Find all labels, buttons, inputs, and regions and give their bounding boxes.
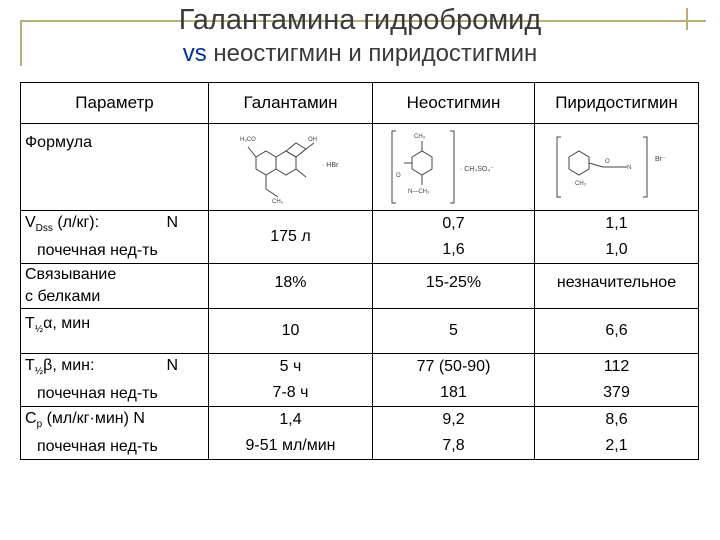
clearance-neostigmine-renal: 7,8: [442, 437, 465, 454]
formula-row: [21, 124, 699, 211]
t-beta-galantamine-normal: 5 ч: [279, 358, 302, 375]
t-beta-label-cell: [21, 354, 209, 407]
t-alpha-row: [21, 309, 699, 354]
vdss-neostigmine: [373, 211, 535, 264]
formula-label-cell: [21, 124, 209, 211]
clearance-label-rest: (мл/кг·мин) N: [42, 409, 145, 427]
pyridostigmine-formula-cell: [535, 124, 699, 211]
clearance-pyridostigmine: [535, 407, 699, 460]
binding-label-line1: Связывание: [25, 266, 117, 283]
vdss-neostigmine-normal: 0,7: [442, 215, 465, 232]
neostigmine-formula-cell: [373, 124, 535, 211]
neostigmine-structure-image: [384, 127, 524, 207]
t-beta-label-sub: ½: [34, 366, 44, 378]
vdss-label-sub: Dss: [35, 223, 53, 235]
galantamine-hbr-note: · HBr: [321, 162, 338, 169]
t-beta-pyridostigmine-normal: 112: [603, 358, 630, 375]
svg-text:N: N: [626, 165, 631, 171]
t-alpha-pyridostigmine: 6,6: [535, 309, 699, 354]
subtitle-rest: неостигмин и пиридостигмин: [206, 40, 538, 67]
clearance-galantamine: [209, 407, 373, 460]
svg-text:OH: OH: [307, 137, 317, 143]
vdss-label-line2: почечная нед-ть: [37, 242, 158, 260]
t-beta-label-rest: β, мин:: [43, 356, 95, 374]
binding-label-line2: с белками: [25, 288, 101, 305]
clearance-pyridostigmine-renal: 2,1: [605, 437, 628, 454]
formula-label: Формула: [25, 134, 93, 151]
clearance-galantamine-normal: 1,4: [279, 411, 302, 428]
t-alpha-neostigmine: 5: [373, 309, 535, 354]
vdss-label-main: V: [25, 213, 36, 231]
binding-neostigmine: 15-25%: [373, 264, 535, 309]
t-alpha-galantamine: 10: [209, 309, 373, 354]
svg-text:O: O: [604, 159, 610, 165]
binding-galantamine: 18%: [209, 264, 373, 309]
pyridostigmine-br-note: Br⁻: [654, 156, 666, 163]
t-alpha-label-rest: α, мин: [43, 315, 91, 332]
t-beta-neostigmine: [373, 354, 535, 407]
pyridostigmine-structure-image: [547, 127, 687, 207]
clearance-label-line2: почечная нед-ть: [37, 438, 158, 456]
svg-text:CH₃: CH₃: [413, 134, 425, 140]
t-beta-row: [21, 354, 699, 407]
vdss-label-line1: [25, 212, 208, 240]
header-row: [21, 83, 699, 124]
vdss-pyridostigmine-renal: 1,0: [605, 241, 628, 258]
comparison-table: [20, 82, 699, 460]
t-alpha-label-sub: ½: [34, 324, 44, 336]
header-galantamine: Галантамин: [209, 83, 373, 124]
t-beta-label-n: N: [166, 356, 178, 374]
clearance-label-line1: [25, 408, 208, 436]
clearance-label-cell: [21, 407, 209, 460]
t-beta-pyridostigmine: [535, 354, 699, 407]
clearance-neostigmine: [373, 407, 535, 460]
t-beta-label-line1: [25, 355, 208, 383]
svg-text:CH₃: CH₃: [271, 199, 283, 205]
t-beta-galantamine: [209, 354, 373, 407]
svg-text:N—CH₃: N—CH₃: [407, 189, 429, 195]
vdss-label-n: N: [166, 213, 178, 231]
header-parameter: Параметр: [21, 83, 209, 124]
svg-text:H₃CO: H₃CO: [239, 137, 256, 143]
header-neostigmine: Неостигмин: [373, 83, 535, 124]
svg-text:O: O: [395, 173, 401, 179]
t-beta-label-line2: почечная нед-ть: [37, 385, 158, 403]
vdss-galantamine: 175 л: [209, 211, 373, 264]
clearance-galantamine-renal: 9-51 мл/мин: [245, 437, 336, 454]
header-pyridostigmine: Пиридостигмин: [535, 83, 699, 124]
t-beta-galantamine-renal: 7-8 ч: [272, 384, 309, 401]
t-beta-neostigmine-normal: 77 (50-90): [416, 358, 491, 375]
clearance-label-sub: p: [36, 419, 43, 431]
subtitle-prefix: vs: [182, 40, 207, 67]
t-beta-neostigmine-renal: 181: [440, 384, 467, 401]
binding-pyridostigmine: незначительное: [535, 264, 699, 309]
slide-subtitle: [0, 40, 720, 68]
neostigmine-salt-note: · CH₃SO₄⁻: [459, 166, 494, 173]
t-beta-label-main: T: [25, 356, 35, 374]
vdss-label-rest: (л/кг):: [52, 213, 100, 231]
clearance-neostigmine-normal: 9,2: [442, 411, 465, 428]
vdss-row: [21, 211, 699, 264]
t-alpha-label-main: T: [25, 315, 35, 332]
binding-label-cell: [21, 264, 209, 309]
clearance-label-main: C: [25, 409, 37, 427]
clearance-row: [21, 407, 699, 460]
svg-text:CH₃: CH₃: [574, 181, 586, 187]
vdss-pyridostigmine: [535, 211, 699, 264]
vdss-neostigmine-renal: 1,6: [442, 241, 465, 258]
binding-row: [21, 264, 699, 309]
vdss-pyridostigmine-normal: 1,1: [605, 215, 628, 232]
slide-title: Галантамина гидробромид: [178, 4, 542, 36]
t-beta-pyridostigmine-renal: 379: [603, 384, 630, 401]
clearance-pyridostigmine-normal: 8,6: [605, 411, 628, 428]
t-alpha-label-cell: [21, 309, 209, 354]
galantamine-structure-image: [226, 127, 356, 207]
galantamine-formula-cell: [209, 124, 373, 211]
vdss-label-cell: [21, 211, 209, 264]
